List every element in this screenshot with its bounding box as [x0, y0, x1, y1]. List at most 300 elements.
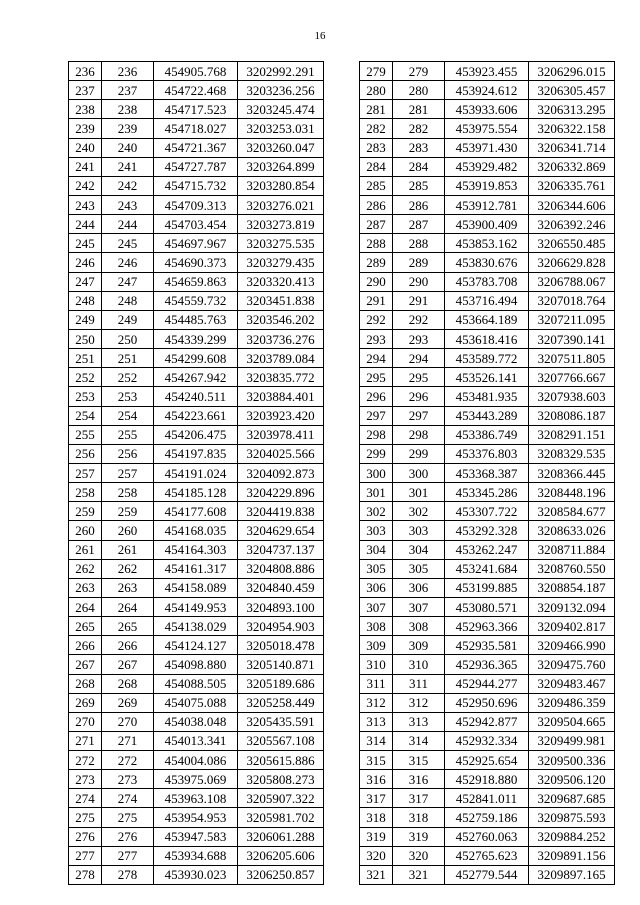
- point-id-cell: 248: [102, 291, 154, 310]
- point-number-cell: 320: [360, 846, 393, 865]
- point-number-cell: 292: [360, 310, 393, 329]
- point-number-cell: 254: [69, 406, 102, 425]
- point-id-cell: 317: [393, 789, 445, 808]
- x-coordinate-cell: 452944.277: [445, 674, 529, 693]
- y-coordinate-cell: 3206313.295: [529, 100, 615, 119]
- y-coordinate-cell: 3206788.067: [529, 272, 615, 291]
- table-row: [69, 808, 324, 827]
- point-number-cell: 269: [69, 693, 102, 712]
- point-id-cell: 240: [102, 138, 154, 157]
- point-number-cell: 270: [69, 712, 102, 731]
- point-number-cell: 306: [360, 578, 393, 597]
- point-id-cell: 255: [102, 425, 154, 444]
- x-coordinate-cell: 454185.128: [154, 483, 238, 502]
- y-coordinate-cell: 3202992.291: [238, 62, 324, 81]
- y-coordinate-cell: 3205140.871: [238, 655, 324, 674]
- point-id-cell: 287: [393, 215, 445, 234]
- y-coordinate-cell: 3205567.108: [238, 731, 324, 750]
- y-coordinate-cell: 3209402.817: [529, 617, 615, 636]
- table-row: [69, 770, 324, 789]
- point-number-cell: 308: [360, 617, 393, 636]
- table-row: [360, 693, 615, 712]
- x-coordinate-cell: 453975.554: [445, 119, 529, 138]
- point-id-cell: 300: [393, 463, 445, 482]
- x-coordinate-cell: 452932.334: [445, 731, 529, 750]
- point-number-cell: 245: [69, 234, 102, 253]
- point-number-cell: 310: [360, 655, 393, 674]
- x-coordinate-cell: 452936.365: [445, 655, 529, 674]
- point-id-cell: 293: [393, 329, 445, 348]
- point-number-cell: 241: [69, 157, 102, 176]
- y-coordinate-cell: 3207511.805: [529, 349, 615, 368]
- table-row: [360, 770, 615, 789]
- point-id-cell: 236: [102, 62, 154, 81]
- table-row: [69, 387, 324, 406]
- y-coordinate-cell: 3204893.100: [238, 597, 324, 616]
- y-coordinate-cell: 3203736.276: [238, 329, 324, 348]
- point-id-cell: 291: [393, 291, 445, 310]
- x-coordinate-cell: 454197.835: [154, 444, 238, 463]
- x-coordinate-cell: 453934.688: [154, 846, 238, 865]
- y-coordinate-cell: 3208329.535: [529, 444, 615, 463]
- point-id-cell: 290: [393, 272, 445, 291]
- table-row: [69, 636, 324, 655]
- point-number-cell: 321: [360, 865, 393, 884]
- x-coordinate-cell: 454721.367: [154, 138, 238, 157]
- table-row: [69, 444, 324, 463]
- x-coordinate-cell: 452918.880: [445, 770, 529, 789]
- point-id-cell: 278: [102, 865, 154, 884]
- point-id-cell: 286: [393, 195, 445, 214]
- coordinates-table-left: [68, 61, 324, 885]
- x-coordinate-cell: 453589.772: [445, 349, 529, 368]
- point-number-cell: 267: [69, 655, 102, 674]
- point-number-cell: 246: [69, 253, 102, 272]
- y-coordinate-cell: 3209132.094: [529, 597, 615, 616]
- x-coordinate-cell: 453783.708: [445, 272, 529, 291]
- x-coordinate-cell: 454088.505: [154, 674, 238, 693]
- x-coordinate-cell: 453924.612: [445, 81, 529, 100]
- point-number-cell: 305: [360, 559, 393, 578]
- table-row: [69, 62, 324, 81]
- table-row: [69, 693, 324, 712]
- point-id-cell: 276: [102, 827, 154, 846]
- x-coordinate-cell: 452760.063: [445, 827, 529, 846]
- point-id-cell: 252: [102, 368, 154, 387]
- table-row: [69, 272, 324, 291]
- point-id-cell: 309: [393, 636, 445, 655]
- x-coordinate-cell: 454905.768: [154, 62, 238, 81]
- y-coordinate-cell: 3203275.535: [238, 234, 324, 253]
- x-coordinate-cell: 453386.749: [445, 425, 529, 444]
- point-number-cell: 281: [360, 100, 393, 119]
- y-coordinate-cell: 3208291.151: [529, 425, 615, 444]
- point-number-cell: 258: [69, 483, 102, 502]
- point-id-cell: 246: [102, 253, 154, 272]
- point-id-cell: 279: [393, 62, 445, 81]
- y-coordinate-cell: 3205435.591: [238, 712, 324, 731]
- y-coordinate-cell: 3205189.686: [238, 674, 324, 693]
- point-number-cell: 287: [360, 215, 393, 234]
- point-id-cell: 288: [393, 234, 445, 253]
- y-coordinate-cell: 3205981.702: [238, 808, 324, 827]
- table-row: [69, 138, 324, 157]
- x-coordinate-cell: 454013.341: [154, 731, 238, 750]
- y-coordinate-cell: 3203884.401: [238, 387, 324, 406]
- y-coordinate-cell: 3208366.445: [529, 463, 615, 482]
- point-id-cell: 295: [393, 368, 445, 387]
- point-id-cell: 237: [102, 81, 154, 100]
- table-row: [69, 502, 324, 521]
- table-row: [360, 425, 615, 444]
- point-id-cell: 249: [102, 310, 154, 329]
- x-coordinate-cell: 453080.571: [445, 597, 529, 616]
- y-coordinate-cell: 3204808.886: [238, 559, 324, 578]
- table-row: [360, 865, 615, 884]
- point-number-cell: 276: [69, 827, 102, 846]
- table-row: [360, 578, 615, 597]
- point-number-cell: 250: [69, 329, 102, 348]
- point-number-cell: 297: [360, 406, 393, 425]
- point-number-cell: 300: [360, 463, 393, 482]
- table-row: [360, 310, 615, 329]
- point-number-cell: 317: [360, 789, 393, 808]
- point-id-cell: 239: [102, 119, 154, 138]
- table-row: [360, 483, 615, 502]
- point-id-cell: 305: [393, 559, 445, 578]
- point-number-cell: 272: [69, 751, 102, 770]
- point-id-cell: 314: [393, 731, 445, 750]
- table-row: [69, 176, 324, 195]
- x-coordinate-cell: 452925.654: [445, 751, 529, 770]
- table-row: [360, 138, 615, 157]
- y-coordinate-cell: 3206305.457: [529, 81, 615, 100]
- y-coordinate-cell: 3203320.413: [238, 272, 324, 291]
- x-coordinate-cell: 454158.089: [154, 578, 238, 597]
- table-row: [360, 463, 615, 482]
- point-id-cell: 277: [102, 846, 154, 865]
- point-number-cell: 303: [360, 521, 393, 540]
- point-number-cell: 275: [69, 808, 102, 827]
- coordinates-table-right: [359, 61, 615, 885]
- x-coordinate-cell: 453307.722: [445, 502, 529, 521]
- point-number-cell: 279: [360, 62, 393, 81]
- point-number-cell: 298: [360, 425, 393, 444]
- point-number-cell: 286: [360, 195, 393, 214]
- table-row: [360, 808, 615, 827]
- x-coordinate-cell: 453963.108: [154, 789, 238, 808]
- x-coordinate-cell: 453618.416: [445, 329, 529, 348]
- point-number-cell: 312: [360, 693, 393, 712]
- x-coordinate-cell: 454038.048: [154, 712, 238, 731]
- x-coordinate-cell: 453292.328: [445, 521, 529, 540]
- point-number-cell: 271: [69, 731, 102, 750]
- point-number-cell: 280: [360, 81, 393, 100]
- table-row: [69, 215, 324, 234]
- y-coordinate-cell: 3208711.884: [529, 540, 615, 559]
- y-coordinate-cell: 3206322.158: [529, 119, 615, 138]
- x-coordinate-cell: 454004.086: [154, 751, 238, 770]
- point-id-cell: 281: [393, 100, 445, 119]
- y-coordinate-cell: 3204840.459: [238, 578, 324, 597]
- table-row: [360, 731, 615, 750]
- point-id-cell: 267: [102, 655, 154, 674]
- y-coordinate-cell: 3204092.873: [238, 463, 324, 482]
- point-number-cell: 277: [69, 846, 102, 865]
- y-coordinate-cell: 3209891.156: [529, 846, 615, 865]
- point-id-cell: 310: [393, 655, 445, 674]
- point-id-cell: 244: [102, 215, 154, 234]
- table-row: [69, 291, 324, 310]
- point-id-cell: 313: [393, 712, 445, 731]
- y-coordinate-cell: 3203273.819: [238, 215, 324, 234]
- y-coordinate-cell: 3206332.869: [529, 157, 615, 176]
- x-coordinate-cell: 453262.247: [445, 540, 529, 559]
- y-coordinate-cell: 3207018.764: [529, 291, 615, 310]
- x-coordinate-cell: 454690.373: [154, 253, 238, 272]
- x-coordinate-cell: 452963.366: [445, 617, 529, 636]
- point-number-cell: 301: [360, 483, 393, 502]
- y-coordinate-cell: 3203260.047: [238, 138, 324, 157]
- point-id-cell: 285: [393, 176, 445, 195]
- x-coordinate-cell: 453853.162: [445, 234, 529, 253]
- point-number-cell: 285: [360, 176, 393, 195]
- point-id-cell: 299: [393, 444, 445, 463]
- y-coordinate-cell: 3209884.252: [529, 827, 615, 846]
- point-number-cell: 240: [69, 138, 102, 157]
- table-row: [69, 865, 324, 884]
- point-number-cell: 243: [69, 195, 102, 214]
- table-row: [360, 62, 615, 81]
- point-id-cell: 265: [102, 617, 154, 636]
- point-number-cell: 262: [69, 559, 102, 578]
- point-id-cell: 282: [393, 119, 445, 138]
- point-id-cell: 319: [393, 827, 445, 846]
- x-coordinate-cell: 454718.027: [154, 119, 238, 138]
- table-row: [360, 559, 615, 578]
- point-number-cell: 290: [360, 272, 393, 291]
- y-coordinate-cell: 3209475.760: [529, 655, 615, 674]
- table-row: [360, 176, 615, 195]
- x-coordinate-cell: 452935.581: [445, 636, 529, 655]
- point-id-cell: 303: [393, 521, 445, 540]
- point-id-cell: 302: [393, 502, 445, 521]
- y-coordinate-cell: 3206205.606: [238, 846, 324, 865]
- point-number-cell: 247: [69, 272, 102, 291]
- y-coordinate-cell: 3203451.838: [238, 291, 324, 310]
- x-coordinate-cell: 453954.953: [154, 808, 238, 827]
- point-number-cell: 304: [360, 540, 393, 559]
- table-row: [360, 827, 615, 846]
- point-number-cell: 257: [69, 463, 102, 482]
- table-row: [69, 349, 324, 368]
- table-row: [69, 234, 324, 253]
- point-id-cell: 321: [393, 865, 445, 884]
- y-coordinate-cell: 3203253.031: [238, 119, 324, 138]
- point-number-cell: 265: [69, 617, 102, 636]
- x-coordinate-cell: 453199.885: [445, 578, 529, 597]
- point-number-cell: 309: [360, 636, 393, 655]
- y-coordinate-cell: 3203789.084: [238, 349, 324, 368]
- y-coordinate-cell: 3205907.322: [238, 789, 324, 808]
- x-coordinate-cell: 454485.763: [154, 310, 238, 329]
- point-number-cell: 237: [69, 81, 102, 100]
- y-coordinate-cell: 3206344.606: [529, 195, 615, 214]
- table-row: [360, 674, 615, 693]
- point-id-cell: 280: [393, 81, 445, 100]
- y-coordinate-cell: 3206296.015: [529, 62, 615, 81]
- point-number-cell: 278: [69, 865, 102, 884]
- point-id-cell: 292: [393, 310, 445, 329]
- x-coordinate-cell: 453241.684: [445, 559, 529, 578]
- table-row: [69, 655, 324, 674]
- y-coordinate-cell: 3203236.256: [238, 81, 324, 100]
- point-id-cell: 259: [102, 502, 154, 521]
- table-row: [69, 559, 324, 578]
- x-coordinate-cell: 453933.606: [445, 100, 529, 119]
- point-id-cell: 268: [102, 674, 154, 693]
- table-row: [69, 731, 324, 750]
- x-coordinate-cell: 454124.127: [154, 636, 238, 655]
- point-number-cell: 260: [69, 521, 102, 540]
- point-number-cell: 293: [360, 329, 393, 348]
- x-coordinate-cell: 452950.696: [445, 693, 529, 712]
- point-id-cell: 272: [102, 751, 154, 770]
- x-coordinate-cell: 453919.853: [445, 176, 529, 195]
- table-row: [69, 597, 324, 616]
- x-coordinate-cell: 453947.583: [154, 827, 238, 846]
- x-coordinate-cell: 454722.468: [154, 81, 238, 100]
- x-coordinate-cell: 453481.935: [445, 387, 529, 406]
- x-coordinate-cell: 454727.787: [154, 157, 238, 176]
- point-id-cell: 311: [393, 674, 445, 693]
- table-row: [69, 617, 324, 636]
- point-id-cell: 254: [102, 406, 154, 425]
- table-row: [69, 463, 324, 482]
- x-coordinate-cell: 454703.454: [154, 215, 238, 234]
- x-coordinate-cell: 454267.942: [154, 368, 238, 387]
- point-id-cell: 320: [393, 846, 445, 865]
- table-row: [360, 655, 615, 674]
- point-number-cell: 289: [360, 253, 393, 272]
- table-row: [69, 368, 324, 387]
- point-number-cell: 266: [69, 636, 102, 655]
- point-number-cell: 263: [69, 578, 102, 597]
- table-row: [69, 81, 324, 100]
- table-row: [360, 444, 615, 463]
- x-coordinate-cell: 453716.494: [445, 291, 529, 310]
- point-number-cell: 261: [69, 540, 102, 559]
- y-coordinate-cell: 3207766.667: [529, 368, 615, 387]
- x-coordinate-cell: 452759.186: [445, 808, 529, 827]
- point-id-cell: 312: [393, 693, 445, 712]
- y-coordinate-cell: 3205808.273: [238, 770, 324, 789]
- point-number-cell: 255: [69, 425, 102, 444]
- y-coordinate-cell: 3208633.026: [529, 521, 615, 540]
- x-coordinate-cell: 454206.475: [154, 425, 238, 444]
- point-id-cell: 308: [393, 617, 445, 636]
- x-coordinate-cell: 454191.024: [154, 463, 238, 482]
- table-row: [360, 329, 615, 348]
- point-id-cell: 242: [102, 176, 154, 195]
- table-row: [360, 540, 615, 559]
- x-coordinate-cell: 454138.029: [154, 617, 238, 636]
- y-coordinate-cell: 3203546.202: [238, 310, 324, 329]
- y-coordinate-cell: 3208584.677: [529, 502, 615, 521]
- point-id-cell: 298: [393, 425, 445, 444]
- table-row: [360, 406, 615, 425]
- table-row: [69, 100, 324, 119]
- x-coordinate-cell: 453526.141: [445, 368, 529, 387]
- x-coordinate-cell: 454223.661: [154, 406, 238, 425]
- point-id-cell: 304: [393, 540, 445, 559]
- x-coordinate-cell: 453975.069: [154, 770, 238, 789]
- table-row: [360, 502, 615, 521]
- point-id-cell: 271: [102, 731, 154, 750]
- point-id-cell: 258: [102, 483, 154, 502]
- point-number-cell: 259: [69, 502, 102, 521]
- table-row: [360, 597, 615, 616]
- point-number-cell: 249: [69, 310, 102, 329]
- x-coordinate-cell: 454098.880: [154, 655, 238, 674]
- table-row: [360, 349, 615, 368]
- x-coordinate-cell: 454559.732: [154, 291, 238, 310]
- y-coordinate-cell: 3206629.828: [529, 253, 615, 272]
- y-coordinate-cell: 3205018.478: [238, 636, 324, 655]
- y-coordinate-cell: 3203264.899: [238, 157, 324, 176]
- table-row: [69, 253, 324, 272]
- point-id-cell: 238: [102, 100, 154, 119]
- y-coordinate-cell: 3209466.990: [529, 636, 615, 655]
- y-coordinate-cell: 3207390.141: [529, 329, 615, 348]
- point-number-cell: 318: [360, 808, 393, 827]
- point-number-cell: 252: [69, 368, 102, 387]
- table-row: [360, 253, 615, 272]
- table-row: [360, 712, 615, 731]
- y-coordinate-cell: 3207938.603: [529, 387, 615, 406]
- point-id-cell: 269: [102, 693, 154, 712]
- y-coordinate-cell: 3206335.761: [529, 176, 615, 195]
- y-coordinate-cell: 3209500.336: [529, 751, 615, 770]
- table-row: [69, 329, 324, 348]
- y-coordinate-cell: 3204629.654: [238, 521, 324, 540]
- y-coordinate-cell: 3208086.187: [529, 406, 615, 425]
- y-coordinate-cell: 3204737.137: [238, 540, 324, 559]
- point-number-cell: 311: [360, 674, 393, 693]
- x-coordinate-cell: 453830.676: [445, 253, 529, 272]
- x-coordinate-cell: 454240.511: [154, 387, 238, 406]
- y-coordinate-cell: 3205258.449: [238, 693, 324, 712]
- point-number-cell: 236: [69, 62, 102, 81]
- point-number-cell: 315: [360, 751, 393, 770]
- y-coordinate-cell: 3203835.772: [238, 368, 324, 387]
- point-number-cell: 251: [69, 349, 102, 368]
- point-number-cell: 239: [69, 119, 102, 138]
- table-row: [360, 617, 615, 636]
- x-coordinate-cell: 454177.608: [154, 502, 238, 521]
- y-coordinate-cell: 3204419.838: [238, 502, 324, 521]
- x-coordinate-cell: 454697.967: [154, 234, 238, 253]
- y-coordinate-cell: 3203276.021: [238, 195, 324, 214]
- point-number-cell: 313: [360, 712, 393, 731]
- point-id-cell: 243: [102, 195, 154, 214]
- x-coordinate-cell: 454339.299: [154, 329, 238, 348]
- x-coordinate-cell: 452841.011: [445, 789, 529, 808]
- point-number-cell: 307: [360, 597, 393, 616]
- point-id-cell: 284: [393, 157, 445, 176]
- point-number-cell: 295: [360, 368, 393, 387]
- point-id-cell: 307: [393, 597, 445, 616]
